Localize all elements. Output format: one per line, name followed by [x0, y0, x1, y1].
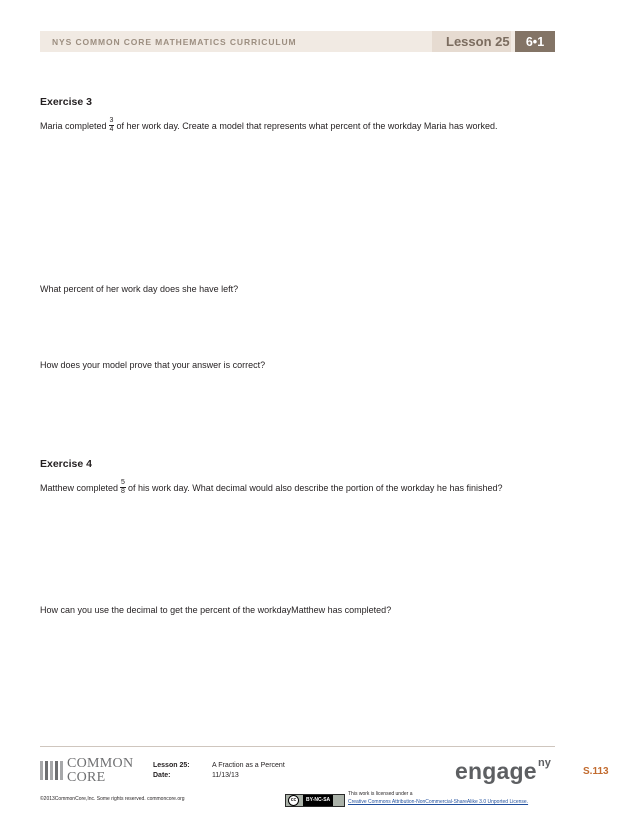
fraction-numerator: 3 [109, 117, 114, 124]
engageny-logo-text: engage [455, 758, 537, 784]
exercise-4-prompt-after: of his work day. What decimal would also describe the portion of the workday he has finished? [127, 482, 503, 493]
footer-lesson-label: Lesson 25: [153, 762, 190, 769]
lesson-label: Lesson 25 [446, 34, 510, 49]
cc-icon: cc [288, 795, 299, 806]
license-link[interactable]: Creative Commons Attribution-NonCommercial-ShareAlike 3.0 Unported License. [348, 799, 529, 805]
logo-text-core: CORE [67, 770, 106, 785]
exercise-3-question-1: What percent of her work day does she have left? [40, 284, 239, 294]
module-badge: 6•1 [515, 31, 555, 52]
exercise-3-question-2: How does your model prove that your answer is correct? [40, 360, 266, 370]
footer-date-label: Date: [153, 772, 171, 779]
exercise-4-prompt [40, 480, 503, 497]
engageny-logo-sup: ny [538, 757, 551, 769]
copyright-notice: ©2013CommonCore,Inc. Some rights reserved. commoncore.org [40, 796, 185, 802]
exercise-4-question-1: How can you use the decimal to get the percent of the workdayMatthew has completed? [40, 605, 392, 615]
common-core-logo-icon [40, 761, 63, 780]
curriculum-title: NYS COMMON CORE MATHEMATICS CURRICULUM [52, 37, 297, 47]
cc-badge-label: BY-NC-SA [303, 795, 333, 806]
fraction-five-eighths [120, 479, 126, 496]
exercise-3-prompt-after: of her work day. Create a model that represents what percent of the workday Maria has worked. [116, 120, 498, 131]
logo-text-common: COMMON [67, 756, 134, 771]
footer-lesson-title: A Fraction as a Percent [212, 762, 285, 769]
fraction-numerator: 5 [121, 479, 125, 486]
exercise-3-prompt [40, 118, 497, 135]
exercise-3-title: Exercise 3 [40, 96, 92, 108]
license-text: This work is licensed under a [348, 791, 413, 797]
footer-divider [40, 746, 555, 747]
fraction-three-quarters [109, 117, 115, 134]
exercise-4-title: Exercise 4 [40, 458, 92, 470]
footer-date-value: 11/13/13 [212, 772, 239, 779]
fraction-denominator: 8 [121, 488, 125, 495]
exercise-4-prompt-before: Matthew completed [40, 482, 119, 493]
creative-commons-badge[interactable] [285, 794, 345, 807]
fraction-denominator: 4 [109, 126, 114, 133]
page-number: S.113 [583, 766, 609, 777]
exercise-3-prompt-before: Maria completed [40, 120, 107, 131]
